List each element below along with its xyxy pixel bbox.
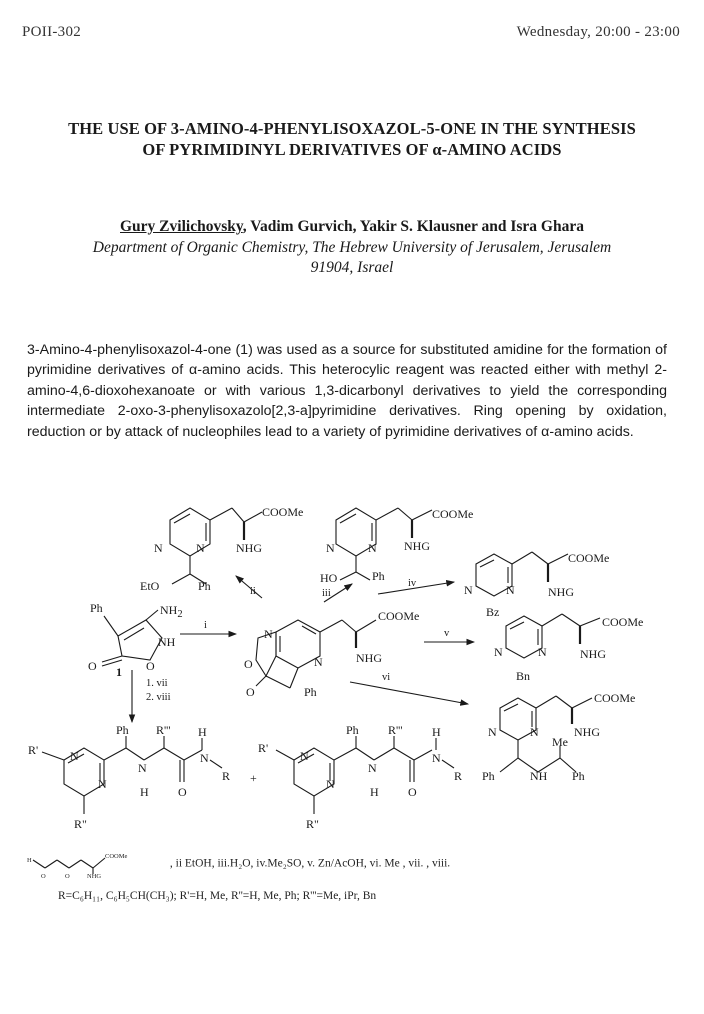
- label-coome: COOMe: [262, 505, 304, 519]
- label-r3: R''': [388, 723, 403, 737]
- reagent-vii-label: , vii.: [402, 857, 424, 870]
- label-n: N: [154, 541, 163, 555]
- label-r1: R': [28, 743, 39, 757]
- label-o: O: [246, 685, 255, 699]
- label-ph: Ph: [572, 769, 585, 783]
- label-n: N: [538, 645, 547, 659]
- reagent-legend: [27, 850, 687, 878]
- arrow-ii: [236, 576, 262, 598]
- label-r: R: [222, 769, 231, 783]
- intermediate-structure: [244, 609, 419, 699]
- label-n: N: [432, 751, 441, 765]
- label-coome: COOMe: [594, 691, 636, 705]
- label-n: N: [196, 541, 205, 555]
- label-n: N: [326, 541, 335, 555]
- reagent-vi-label: Me: [384, 857, 400, 870]
- label-nh: NH: [530, 769, 548, 783]
- arrow-vi: [350, 672, 468, 704]
- label-nhg: NHG: [548, 585, 574, 599]
- label-h: H: [198, 725, 207, 739]
- arrow-i: [180, 620, 236, 634]
- svg-text:O: O: [41, 873, 46, 878]
- label-h: H: [140, 785, 149, 799]
- compound-1-structure: [88, 601, 183, 679]
- session-code: POII-302: [22, 24, 82, 40]
- label-r3: R''': [156, 723, 171, 737]
- presenting-author: Gury Zvilichovsky: [120, 218, 243, 235]
- label-ph: Ph: [304, 685, 317, 699]
- label-nhg: NHG: [580, 647, 606, 661]
- reagent-viii-label: , viii.: [426, 857, 451, 870]
- svg-text:ii: ii: [250, 586, 256, 597]
- label-ph: Ph: [90, 601, 103, 615]
- label-nhg: NHG: [574, 725, 600, 739]
- reagents-list: , ii EtOH, iii.H₂O, iv.Me₂SO, v. Zn/AcOH, vi.: [169, 857, 382, 870]
- label-nh2: NH2: [160, 603, 183, 620]
- label-h: H: [432, 725, 441, 739]
- label-n: N: [70, 749, 79, 763]
- label-n: N: [506, 583, 515, 597]
- arrow-v: [424, 628, 474, 642]
- label-n: N: [494, 645, 503, 659]
- label-r: R: [454, 769, 463, 783]
- svg-text:iv: iv: [408, 578, 417, 589]
- arrow-iii: [322, 584, 352, 602]
- reaction-scheme: [0, 490, 704, 850]
- label-bn: Bn: [516, 669, 531, 683]
- label-me: Me: [552, 735, 568, 749]
- label-ph: Ph: [198, 579, 211, 593]
- affiliation-line-2: 91904, Israel: [310, 259, 394, 276]
- svg-text:O: O: [65, 873, 70, 878]
- label-o: O: [88, 659, 97, 673]
- amide-product-left: [28, 723, 230, 831]
- product-iii-structure: [320, 507, 473, 585]
- product-vi-structure: [482, 691, 635, 783]
- session-time: Wednesday, 20:00 - 23:00: [516, 24, 680, 40]
- svg-text:v: v: [444, 628, 450, 639]
- affiliation-line-1: Department of Organic Chemistry, The Hebrew University of Jerusalem, Jerusalem: [92, 239, 612, 256]
- label-coome: COOMe: [432, 507, 474, 521]
- svg-text:COOMe: COOMe: [105, 853, 128, 860]
- label-n: N: [200, 751, 209, 765]
- label-ph: Ph: [372, 569, 385, 583]
- label-coome: COOMe: [602, 615, 644, 629]
- label-nhg: NHG: [356, 651, 382, 665]
- paper-title: [20, 118, 684, 160]
- label-o: O: [244, 657, 253, 671]
- co-authors: , Vadim Gurvich, Yakir S. Klausner and Isra Ghara: [242, 218, 584, 235]
- label-n: N: [314, 655, 323, 669]
- label-ph: Ph: [116, 723, 129, 737]
- label-o: O: [178, 785, 187, 799]
- authors: [20, 218, 684, 236]
- label-eto: EtO: [140, 579, 160, 593]
- product-iv-structure: [464, 551, 609, 619]
- arrow-iv: [378, 578, 454, 594]
- product-ii-structure: [140, 505, 303, 593]
- label-coome: COOMe: [568, 551, 610, 565]
- reagent-i-structure: [27, 850, 167, 878]
- label-ph: Ph: [482, 769, 495, 783]
- svg-text:H: H: [27, 857, 32, 864]
- r-group-definitions: R=C₆H₁₁, C₆H₅CH(CH₃); R'=H, Me, R''=H, Me, Ph; R'''=Me, iPr, Bn: [58, 890, 377, 902]
- label-n: N: [264, 627, 273, 641]
- label-n: N: [464, 583, 473, 597]
- label-n: N: [368, 761, 377, 775]
- abstract-text: 3-Amino-4-phenylisoxazol-4-one (1) was used as a source for substituted amidine for the formation of pyrimidine derivatives of α-amino acids. This heterocylic reagent was reacted either with methyl 2-amino-4,6-dioxohexanoate or with various 1,3-dicarbonyl derivatives to yield the corresponding intermediate 2-oxo-3-phenylisoxazolo[2,3-a]pyrimidine derivatives. Ring opening by oxidation, reduction or by attack of nucleophiles lead to a variety of pyrimidine derivatives of α-amino acids.: [27, 342, 667, 440]
- label-coome: COOMe: [378, 609, 420, 623]
- amide-product-right: [258, 723, 462, 831]
- product-v-structure: [494, 614, 643, 683]
- label-nh: NH: [158, 635, 176, 649]
- label-h: H: [370, 785, 379, 799]
- svg-text:vi: vi: [382, 672, 391, 683]
- svg-text:2. viii: 2. viii: [146, 692, 171, 703]
- affiliation: [20, 238, 684, 278]
- label-r2: R": [306, 817, 319, 831]
- label-n: N: [98, 777, 107, 791]
- label-n: N: [326, 777, 335, 791]
- label-nhg: NHG: [404, 539, 430, 553]
- label-nhg: NHG: [236, 541, 262, 555]
- plus-sign: +: [250, 771, 257, 785]
- label-r2: R": [74, 817, 87, 831]
- label-o: O: [146, 659, 155, 673]
- svg-text:iii: iii: [322, 588, 331, 599]
- title-line-2: OF PYRIMIDINYL DERIVATIVES OF α-AMINO ACIDS: [142, 140, 562, 159]
- label-n: N: [300, 749, 309, 763]
- svg-text:1. vii: 1. vii: [146, 678, 168, 689]
- svg-text:NHG: NHG: [87, 873, 102, 878]
- label-ho: HO: [320, 571, 338, 585]
- label-n: N: [138, 761, 147, 775]
- label-ph: Ph: [346, 723, 359, 737]
- label-bz: Bz: [486, 605, 500, 619]
- arrow-vii-viii: [132, 670, 171, 722]
- svg-text:i: i: [204, 620, 207, 631]
- title-line-1: THE USE OF 3-AMINO-4-PHENYLISOXAZOL-5-ONE IN THE SYNTHESIS: [68, 119, 636, 138]
- label-r1: R': [258, 741, 269, 755]
- label-n: N: [368, 541, 377, 555]
- compound-number: 1: [116, 665, 122, 679]
- label-n: N: [488, 725, 497, 739]
- label-n: N: [530, 725, 539, 739]
- label-o: O: [408, 785, 417, 799]
